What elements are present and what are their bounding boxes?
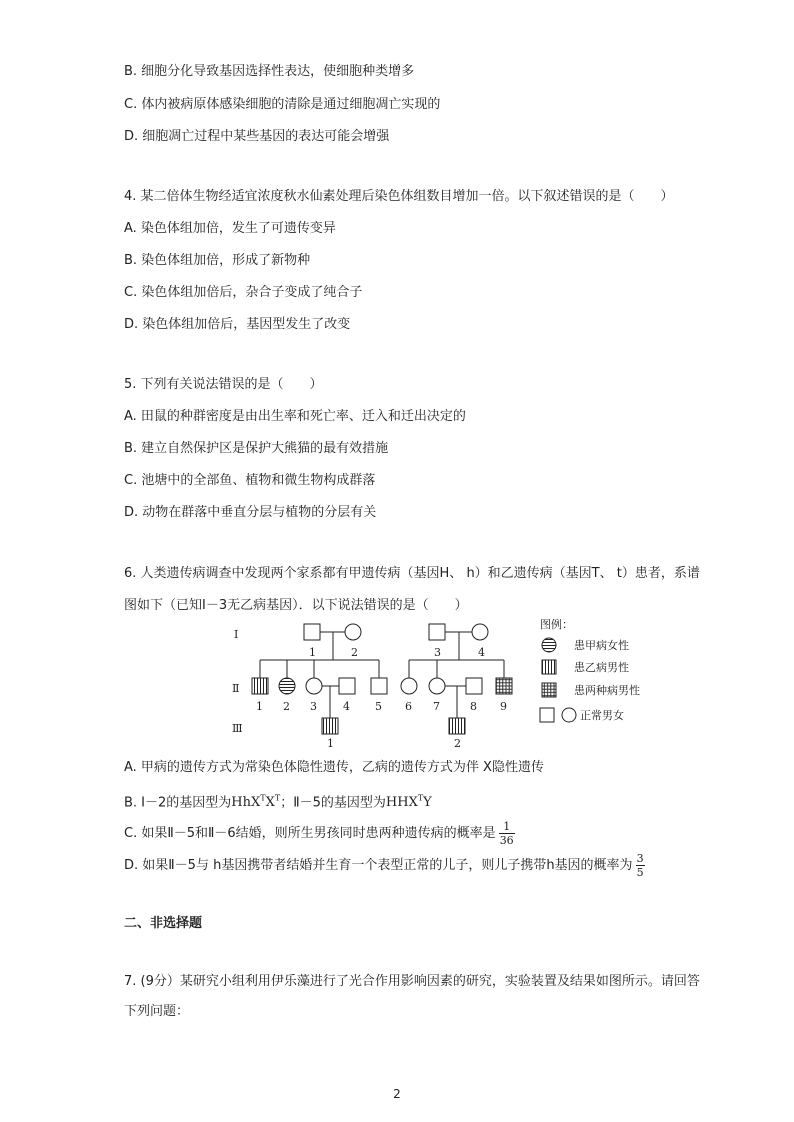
label-II1: 1 bbox=[256, 700, 263, 713]
q3-option-b: B. 细胞分化导致基因选择性表达，使细胞种类增多 bbox=[124, 64, 415, 79]
individual-I2-female bbox=[345, 624, 361, 640]
label-III2: 2 bbox=[454, 737, 461, 750]
label-II9: 9 bbox=[500, 700, 507, 713]
q6-option-b-middle: ；Ⅱ－5的基因型为 bbox=[280, 795, 386, 811]
individual-III2-male-disease-b bbox=[449, 718, 465, 734]
label-II8: 8 bbox=[470, 700, 477, 713]
legend-disease-a-female: 患甲病女性 bbox=[574, 639, 629, 652]
pedigree-diagram bbox=[226, 614, 696, 750]
legend-symbol-normal-female bbox=[562, 708, 576, 722]
q6-stem-line2: 图如下（已知Ⅰ－3无乙病基因）．以下说法错误的是（ ） bbox=[124, 598, 468, 613]
legend-symbol-both-diseases-male bbox=[542, 683, 556, 697]
legend-symbol-normal-male bbox=[540, 708, 554, 722]
q4-stem: 4. 某二倍体生物经适宜浓度秋水仙素处理后染色体组数目增加一倍。以下叙述错误的是（ ） bbox=[124, 189, 674, 204]
individual-II6-female bbox=[401, 678, 417, 694]
gen-label-2: Ⅱ bbox=[232, 682, 240, 695]
legend-title: 图例： bbox=[540, 618, 573, 631]
individual-I4-female bbox=[472, 624, 488, 640]
q5-option-a: A. 田鼠的种群密度是由出生率和死亡率、迁入和迁出决定的 bbox=[124, 409, 466, 424]
label-II3: 3 bbox=[310, 700, 317, 713]
individual-II1-male-disease-b bbox=[252, 678, 268, 694]
q6-option-b-prefix: B. Ⅰ－2的基因型为 bbox=[124, 795, 232, 811]
label-II6: 6 bbox=[405, 700, 412, 713]
label-I1: 1 bbox=[309, 646, 316, 659]
q6-option-b bbox=[124, 790, 432, 812]
q4-option-c: C. 染色体组加倍后，杂合子变成了纯合子 bbox=[124, 285, 363, 300]
individual-II3-female bbox=[306, 678, 322, 694]
gen-label-1: Ⅰ bbox=[234, 628, 239, 641]
q6-option-a: A. 甲病的遗传方式为常染色体隐性遗传，乙病的遗传方式为伴 X隐性遗传 bbox=[124, 760, 544, 775]
q4-option-b: B. 染色体组加倍，形成了新物种 bbox=[124, 253, 311, 268]
q4-option-d: D. 染色体组加倍后，基因型发生了改变 bbox=[124, 317, 351, 332]
label-III1: 1 bbox=[327, 737, 334, 750]
probability-fraction-c: $\frac{1}{36}$ bbox=[499, 820, 514, 847]
q4-option-a: A. 染色体组加倍，发生了可遗传变异 bbox=[124, 221, 336, 236]
q3-option-c: C. 体内被病原体感染细胞的清除是通过细胞凋亡实现的 bbox=[124, 97, 441, 112]
individual-I1-male bbox=[304, 624, 320, 640]
individual-III1-male-disease-b bbox=[322, 718, 338, 734]
q6-option-d: D. 如果Ⅱ－5与 h基因携带者结婚并生育一个表型正常的儿子，则儿子携带h基因的概率为 $\frac{3}{5}$ bbox=[124, 852, 644, 879]
individual-II7-female bbox=[429, 678, 445, 694]
legend-normal: 正常男女 bbox=[580, 709, 624, 722]
legend-symbol-disease-a-female bbox=[542, 638, 556, 652]
individual-II4-male bbox=[339, 678, 355, 694]
legend-disease-b-male: 患乙病男性 bbox=[574, 661, 629, 674]
individual-I3-male bbox=[429, 624, 445, 640]
probability-fraction-d: $\frac{3}{5}$ bbox=[636, 852, 644, 879]
genotype-I2: $HhX^TX^T$ bbox=[231, 794, 281, 811]
section-heading-non-choice: 二、非选择题 bbox=[124, 916, 203, 931]
q5-option-c: C. 池塘中的全部鱼、植物和微生物构成群落 bbox=[124, 473, 376, 488]
page-number: 2 bbox=[393, 1087, 401, 1101]
label-II7: 7 bbox=[433, 700, 440, 713]
individual-II2-female-disease-a bbox=[279, 678, 295, 694]
q6-stem-line1: 6. 人类遗传病调查中发现两个家系都有甲遗传病（基因H、 h）和乙遗传病（基因T、 t）患者，系谱 bbox=[124, 566, 700, 581]
individual-II8-male bbox=[466, 678, 482, 694]
q7-stem-line2: 下列问题： bbox=[124, 1004, 190, 1019]
genotype-II5: $HHX^TY$ bbox=[385, 794, 432, 811]
q5-stem: 5. 下列有关说法错误的是（ ） bbox=[124, 377, 323, 392]
q3-option-d: D. 细胞凋亡过程中某些基因的表达可能会增强 bbox=[124, 129, 390, 144]
q5-option-d: D. 动物在群落中垂直分层与植物的分层有关 bbox=[124, 505, 377, 520]
q7-stem-line1: 7. (9分）某研究小组利用伊乐藻进行了光合作用影响因素的研究，实验装置及结果如图所示。请回答 bbox=[124, 974, 700, 989]
q5-option-b: B. 建立自然保护区是保护大熊猫的最有效措施 bbox=[124, 441, 389, 456]
gen-label-3: Ⅲ bbox=[232, 722, 243, 735]
label-II4: 4 bbox=[343, 700, 350, 713]
individual-II5-male bbox=[371, 678, 387, 694]
legend-symbol-disease-b-male bbox=[542, 660, 556, 674]
label-II5: 5 bbox=[375, 700, 382, 713]
individual-II9-male-both-diseases bbox=[496, 678, 512, 694]
label-I2: 2 bbox=[351, 646, 358, 659]
label-I3: 3 bbox=[434, 646, 441, 659]
label-II2: 2 bbox=[283, 700, 290, 713]
legend-both-diseases-male: 患两种病男性 bbox=[574, 684, 640, 697]
label-I4: 4 bbox=[478, 646, 485, 659]
q6-option-c: C. 如果Ⅱ－5和Ⅱ－6结婚，则所生男孩同时患两种遗传病的概率是 $\frac{1}{36}$ bbox=[124, 820, 514, 847]
